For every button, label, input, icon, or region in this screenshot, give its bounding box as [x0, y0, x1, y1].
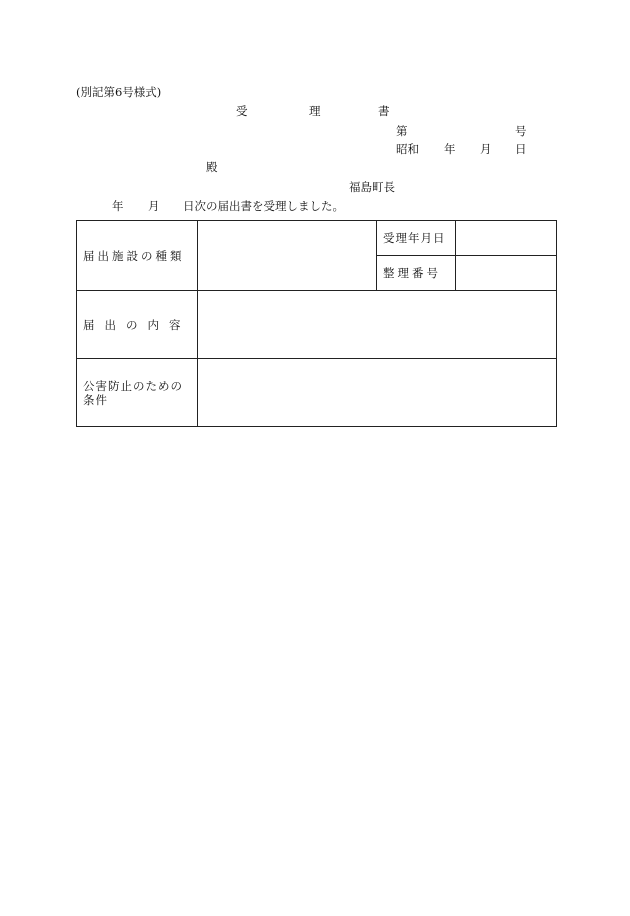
- date-day: 日: [515, 142, 527, 156]
- receipt-date-label: 受理年月日: [377, 221, 456, 256]
- addressee-suffix: 殿: [206, 160, 218, 174]
- title-char-2: 理: [309, 104, 321, 118]
- receipt-table: [76, 220, 557, 427]
- date-year: 年: [444, 142, 456, 156]
- content-value: [198, 291, 557, 359]
- reference-number-label: 整理番号: [377, 256, 456, 291]
- number-suffix: 号: [515, 124, 527, 138]
- facility-type-label: 届出施設の種類: [77, 221, 198, 291]
- pollution-conditions-label: 公害防止のための条件: [77, 359, 198, 427]
- receipt-date-value: [456, 221, 557, 256]
- form-reference: (別記第6号様式): [76, 85, 162, 99]
- content-label: 届出の内容: [77, 291, 198, 359]
- number-prefix: 第: [396, 124, 408, 138]
- pollution-conditions-value: [198, 359, 557, 427]
- body-text: 日次の届出書を受理しました。: [183, 199, 344, 213]
- facility-type-value: [198, 221, 377, 291]
- title-char-1: 受: [236, 104, 248, 118]
- body-month: 月: [148, 199, 160, 213]
- issuer: 福島町長: [349, 180, 395, 194]
- reference-number-value: [456, 256, 557, 291]
- date-era: 昭和: [396, 142, 419, 156]
- date-month: 月: [480, 142, 492, 156]
- title-char-3: 書: [378, 104, 390, 118]
- body-year: 年: [112, 199, 124, 213]
